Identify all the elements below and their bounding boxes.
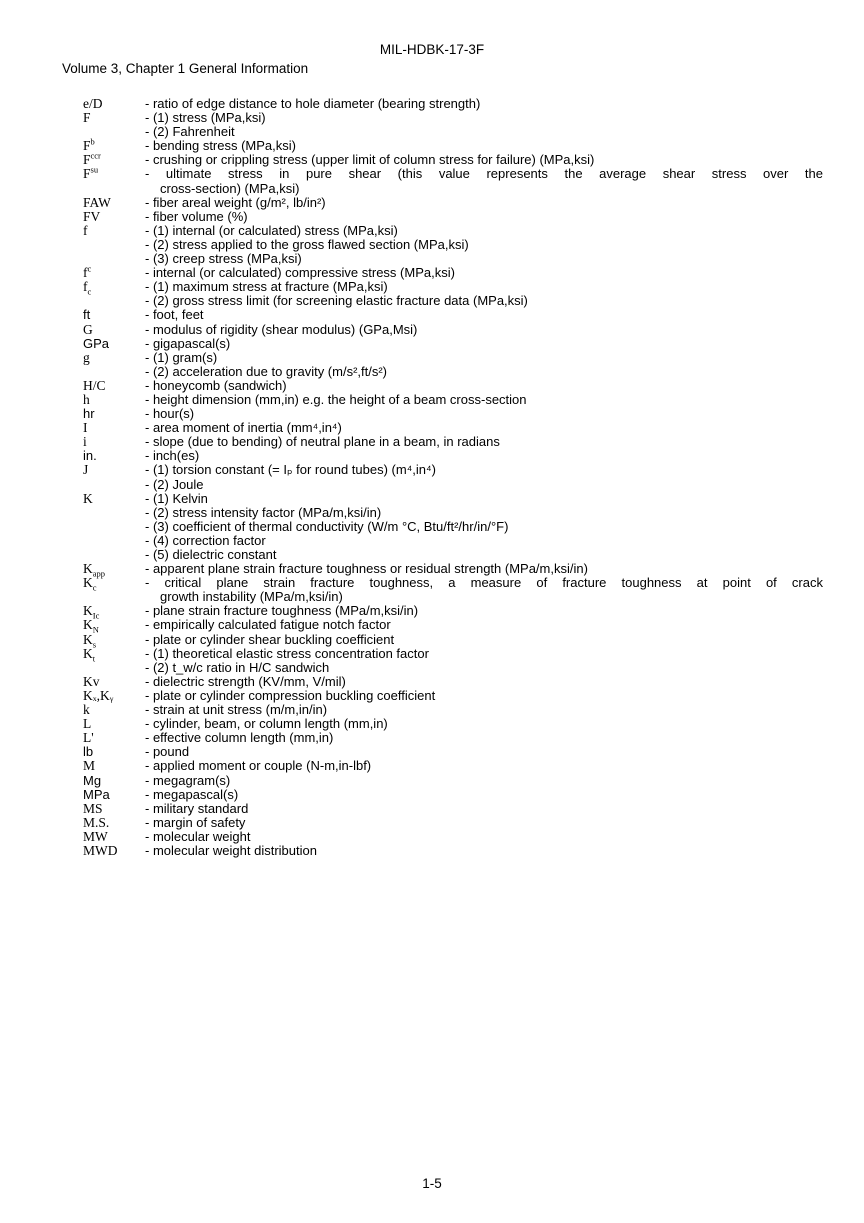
symbol-entry-continuation xyxy=(83,294,823,308)
symbol-entry xyxy=(83,816,823,830)
symbol-entry xyxy=(83,196,823,210)
definition-text: - megapascal(s) xyxy=(145,786,239,802)
symbol-entry xyxy=(83,97,823,111)
symbol xyxy=(83,520,145,534)
symbol-entry xyxy=(83,774,823,788)
symbol xyxy=(83,224,145,238)
symbol xyxy=(83,463,145,477)
symbol-superscript: b xyxy=(90,136,95,147)
symbol xyxy=(83,449,145,463)
symbol-entry-continuation xyxy=(83,548,823,562)
page-number: 1-5 xyxy=(422,1176,442,1191)
symbol-entry xyxy=(83,703,823,717)
definition-text: growth instability (MPa/m,ksi/in) xyxy=(160,589,343,605)
symbol-entry-continuation xyxy=(83,661,823,675)
definition-text: - gigapascal(s) xyxy=(145,335,231,351)
definition-text: - (1) torsion constant (= Iₚ for round tubes) (m⁴,in⁴) xyxy=(145,462,436,478)
symbol-entry-continuation xyxy=(83,365,823,379)
symbol-base: FV xyxy=(83,208,101,224)
definition-text: - inch(es) xyxy=(145,448,200,464)
definition-text: - cylinder, beam, or column length (mm,in) xyxy=(145,716,388,732)
definition-text: - ultimate stress in pure shear (this value represents the average shear stress over the xyxy=(145,166,823,182)
symbol-base: lb xyxy=(83,744,94,760)
definition-text: - military standard xyxy=(145,800,249,816)
symbol xyxy=(83,279,145,297)
symbol-base: F xyxy=(83,166,91,182)
symbol xyxy=(83,590,145,604)
symbol xyxy=(83,407,145,421)
symbol-entry xyxy=(83,759,823,773)
definition-text: - fiber areal weight (g/m², lb/in²) xyxy=(145,194,326,210)
definition-text: - margin of safety xyxy=(145,814,246,830)
definition-text: - modulus of rigidity (shear modulus) (GPa,Msi) xyxy=(145,321,418,337)
symbol-base: f xyxy=(83,265,88,281)
symbol-entry xyxy=(83,435,823,449)
symbol-base: L' xyxy=(83,730,94,746)
symbol xyxy=(83,661,145,675)
symbol-entry xyxy=(83,802,823,816)
symbol xyxy=(83,308,145,322)
symbol-entry xyxy=(83,351,823,365)
symbol xyxy=(83,379,145,393)
definition-text: - (4) correction factor xyxy=(145,532,266,548)
symbol-entry-continuation xyxy=(83,506,823,520)
symbol-base: M.S. xyxy=(83,814,110,830)
symbol xyxy=(83,534,145,548)
symbol-base: Kₓ,Kᵧ xyxy=(83,687,114,703)
symbol-base: L xyxy=(83,716,92,732)
symbol-base: MWD xyxy=(83,842,118,858)
definition-text: - effective column length (mm,in) xyxy=(145,730,334,746)
symbol-base: J xyxy=(83,462,89,478)
symbol-entry-continuation xyxy=(83,125,823,139)
symbol xyxy=(83,252,145,266)
symbol xyxy=(83,164,145,182)
symbol-entry-continuation xyxy=(83,520,823,534)
definition-text: - pound xyxy=(145,744,190,760)
symbol-entry xyxy=(83,421,823,435)
definition-text: cross-section) (MPa,ksi) xyxy=(160,180,300,196)
symbol xyxy=(83,802,145,816)
symbol xyxy=(83,323,145,337)
symbol-base: G xyxy=(83,321,93,337)
chapter-heading: Volume 3, Chapter 1 General Information xyxy=(62,61,309,76)
symbol-entry xyxy=(83,379,823,393)
symbol-base: k xyxy=(83,702,90,718)
symbol-base: MPa xyxy=(83,786,110,802)
definition-text: - (1) theoretical elastic stress concentration factor xyxy=(145,645,429,661)
symbol-entry xyxy=(83,263,823,281)
symbol-subscript: t xyxy=(92,653,96,664)
symbol-base: F xyxy=(83,138,91,154)
symbol-base: F xyxy=(83,152,91,168)
definition-text: - area moment of inertia (mm⁴,in⁴) xyxy=(145,420,342,436)
symbol-base: H/C xyxy=(83,377,106,393)
symbol-entry xyxy=(83,111,823,125)
definition-text: - (2) t_w/c ratio in H/C sandwich xyxy=(145,659,330,675)
symbol-base: K xyxy=(83,617,93,633)
definition-text: - honeycomb (sandwich) xyxy=(145,377,287,393)
symbol xyxy=(83,645,145,664)
definition-text: - strain at unit stress (m/m,in/in) xyxy=(145,702,328,718)
symbol xyxy=(83,506,145,520)
symbol-entry xyxy=(83,745,823,759)
definition-text: - fiber volume (%) xyxy=(145,208,248,224)
symbol-entry xyxy=(83,463,823,477)
definition-text: - (5) dielectric constant xyxy=(145,547,277,562)
symbol-base: hr xyxy=(83,406,95,422)
definition-text: - (1) maximum stress at fracture (MPa,ksi) xyxy=(145,279,388,295)
symbol-entry xyxy=(83,407,823,421)
definition-text: - molecular weight distribution xyxy=(145,842,317,858)
definition-text: - (2) gross stress limit (for screening elastic fracture data (MPa,ksi) xyxy=(145,293,528,309)
symbol xyxy=(83,759,145,773)
definition-text: - (1) stress (MPa,ksi) xyxy=(145,110,266,126)
symbol-base: h xyxy=(83,391,90,407)
definition-text: - (1) Kelvin xyxy=(145,490,208,506)
symbol xyxy=(83,337,145,351)
symbol xyxy=(83,294,145,308)
symbol xyxy=(83,365,145,379)
symbol-entry xyxy=(83,561,823,579)
definition-text: - (3) coefficient of thermal conductivity (W/m °C, Btu/ft²/hr/in/°F) xyxy=(145,518,509,534)
symbol xyxy=(83,492,145,506)
symbol-base: Mg xyxy=(83,772,102,788)
symbol-base: i xyxy=(83,434,87,450)
symbol-base: MW xyxy=(83,828,108,844)
symbol xyxy=(83,689,145,703)
symbol-base: FAW xyxy=(83,194,111,210)
symbol-entry xyxy=(83,150,823,168)
symbol-entry xyxy=(83,731,823,745)
definition-text: - crushing or crippling stress (upper limit of column stress for failure) (MPa,ksi) xyxy=(145,152,595,168)
symbol-subscript: Ic xyxy=(92,611,100,622)
symbol-entry xyxy=(83,675,823,689)
symbol-base: in. xyxy=(83,448,97,464)
document-id: MIL-HDBK-17-3F xyxy=(379,42,485,57)
symbol-entry xyxy=(83,224,823,238)
definition-text: - hour(s) xyxy=(145,406,195,422)
symbol-base: K xyxy=(83,645,93,661)
symbol-base: M xyxy=(83,758,96,774)
definition-text: - height dimension (mm,in) e.g. the height of a beam cross-section xyxy=(145,391,527,407)
symbol-subscript: app xyxy=(92,568,106,579)
symbol-base: e/D xyxy=(83,96,103,111)
symbol xyxy=(83,717,145,731)
symbol xyxy=(83,774,145,788)
symbol-entry xyxy=(83,631,823,650)
symbol xyxy=(83,210,145,224)
definition-text: - plate or cylinder shear buckling coefficient xyxy=(145,631,395,647)
definition-text: - dielectric strength (KV/mm, V/mil) xyxy=(145,673,346,689)
symbol-superscript: ccr xyxy=(90,150,101,161)
symbol-entry-continuation xyxy=(83,252,823,266)
definition-text: - megagram(s) xyxy=(145,772,231,788)
definition-text: - plane strain fracture toughness (MPa/m,ksi/in) xyxy=(145,603,419,619)
symbol xyxy=(83,844,145,858)
symbol xyxy=(83,631,145,650)
symbol-entry xyxy=(83,279,823,297)
symbol xyxy=(83,351,145,365)
symbol xyxy=(83,421,145,435)
symbol-entry xyxy=(83,323,823,337)
definition-text: - molecular weight xyxy=(145,828,251,844)
symbol-entry xyxy=(83,830,823,844)
definition-text: - applied moment or couple (N-m,in-lbf) xyxy=(145,758,372,774)
symbol-entry-continuation xyxy=(83,590,823,604)
symbol-base: K xyxy=(83,603,93,619)
symbol xyxy=(83,435,145,449)
symbol-entry xyxy=(83,717,823,731)
symbol-list xyxy=(83,97,823,858)
symbol xyxy=(83,97,145,111)
definition-text: - foot, feet xyxy=(145,307,204,323)
symbol-entry xyxy=(83,492,823,506)
symbol-subscript: c xyxy=(92,582,97,593)
symbol-base: f xyxy=(83,222,88,238)
symbol-entry xyxy=(83,689,823,703)
symbol-base: K xyxy=(83,561,93,577)
definition-text: - (2) Fahrenheit xyxy=(145,124,235,140)
symbol-base: F xyxy=(83,110,91,126)
symbol-base: K xyxy=(83,490,93,506)
symbol xyxy=(83,816,145,830)
symbol-entry xyxy=(83,617,823,636)
symbol-entry xyxy=(83,164,823,182)
symbol-entry-continuation xyxy=(83,182,823,196)
symbol-subscript: N xyxy=(92,625,99,636)
symbol-base: MS xyxy=(83,800,103,816)
symbol-base: g xyxy=(83,349,90,365)
symbol xyxy=(83,830,145,844)
definition-text: - ratio of edge distance to hole diameter (bearing strength) xyxy=(145,96,481,111)
symbol-entry-continuation xyxy=(83,238,823,252)
symbol xyxy=(83,575,145,593)
definition-text: - (1) gram(s) xyxy=(145,349,218,365)
definition-text: - (3) creep stress (MPa,ksi) xyxy=(145,251,302,267)
symbol-entry xyxy=(83,575,823,593)
symbol-entry xyxy=(83,788,823,802)
symbol xyxy=(83,263,145,281)
symbol-entry xyxy=(83,210,823,224)
symbol-superscript: c xyxy=(87,263,92,274)
definition-text: - apparent plane strain fracture toughness or residual strength (MPa/m,ksi/in) xyxy=(145,561,588,577)
symbol-base: K xyxy=(83,631,93,647)
symbol xyxy=(83,675,145,689)
symbol xyxy=(83,548,145,562)
symbol xyxy=(83,196,145,210)
symbol-base: K xyxy=(83,575,93,591)
definition-text: - bending stress (MPa,ksi) xyxy=(145,138,296,154)
definition-text: - internal (or calculated) compressive stress (MPa,ksi) xyxy=(145,265,455,281)
symbol xyxy=(83,731,145,745)
symbol-entry xyxy=(83,337,823,351)
symbol-base: ft xyxy=(83,307,91,323)
symbol xyxy=(83,111,145,125)
symbol-entry xyxy=(83,308,823,322)
definition-text: - empirically calculated fatigue notch factor xyxy=(145,617,391,633)
symbol xyxy=(83,788,145,802)
definition-text: - plate or cylinder compression buckling coefficient xyxy=(145,687,436,703)
symbol-base: I xyxy=(83,420,88,436)
definition-text: - (1) internal (or calculated) stress (MPa,ksi) xyxy=(145,222,398,238)
symbol-entry xyxy=(83,136,823,154)
symbol xyxy=(83,238,145,252)
definition-text: - critical plane strain fracture toughness, a measure of fracture toughness at point of crack xyxy=(145,575,823,591)
symbol xyxy=(83,561,145,579)
symbol-superscript: su xyxy=(90,164,99,175)
symbol-entry xyxy=(83,393,823,407)
symbol-entry xyxy=(83,603,823,622)
symbol-entry-continuation xyxy=(83,478,823,492)
symbol-base: GPa xyxy=(83,335,110,351)
symbol-entry xyxy=(83,844,823,858)
symbol xyxy=(83,478,145,492)
definition-text: - (2) stress applied to the gross flawed section (MPa,ksi) xyxy=(145,236,469,252)
symbol-entry-continuation xyxy=(83,534,823,548)
symbol xyxy=(83,182,145,196)
symbol-entry xyxy=(83,645,823,664)
symbol-subscript: s xyxy=(92,639,97,650)
symbol-entry xyxy=(83,449,823,463)
definition-text: - (2) stress intensity factor (MPa/m,ksi/in) xyxy=(145,504,382,520)
definition-text: - slope (due to bending) of neutral plane in a beam, in radians xyxy=(145,434,500,450)
symbol xyxy=(83,603,145,622)
symbol xyxy=(83,703,145,717)
symbol xyxy=(83,745,145,759)
symbol-base: Kv xyxy=(83,673,100,689)
symbol-base: f xyxy=(83,279,88,295)
symbol-subscript: c xyxy=(87,286,92,297)
symbol xyxy=(83,617,145,636)
symbol xyxy=(83,393,145,407)
definition-text: - (2) acceleration due to gravity (m/s²,ft/s²) xyxy=(145,363,388,379)
definition-text: - (2) Joule xyxy=(145,476,204,492)
